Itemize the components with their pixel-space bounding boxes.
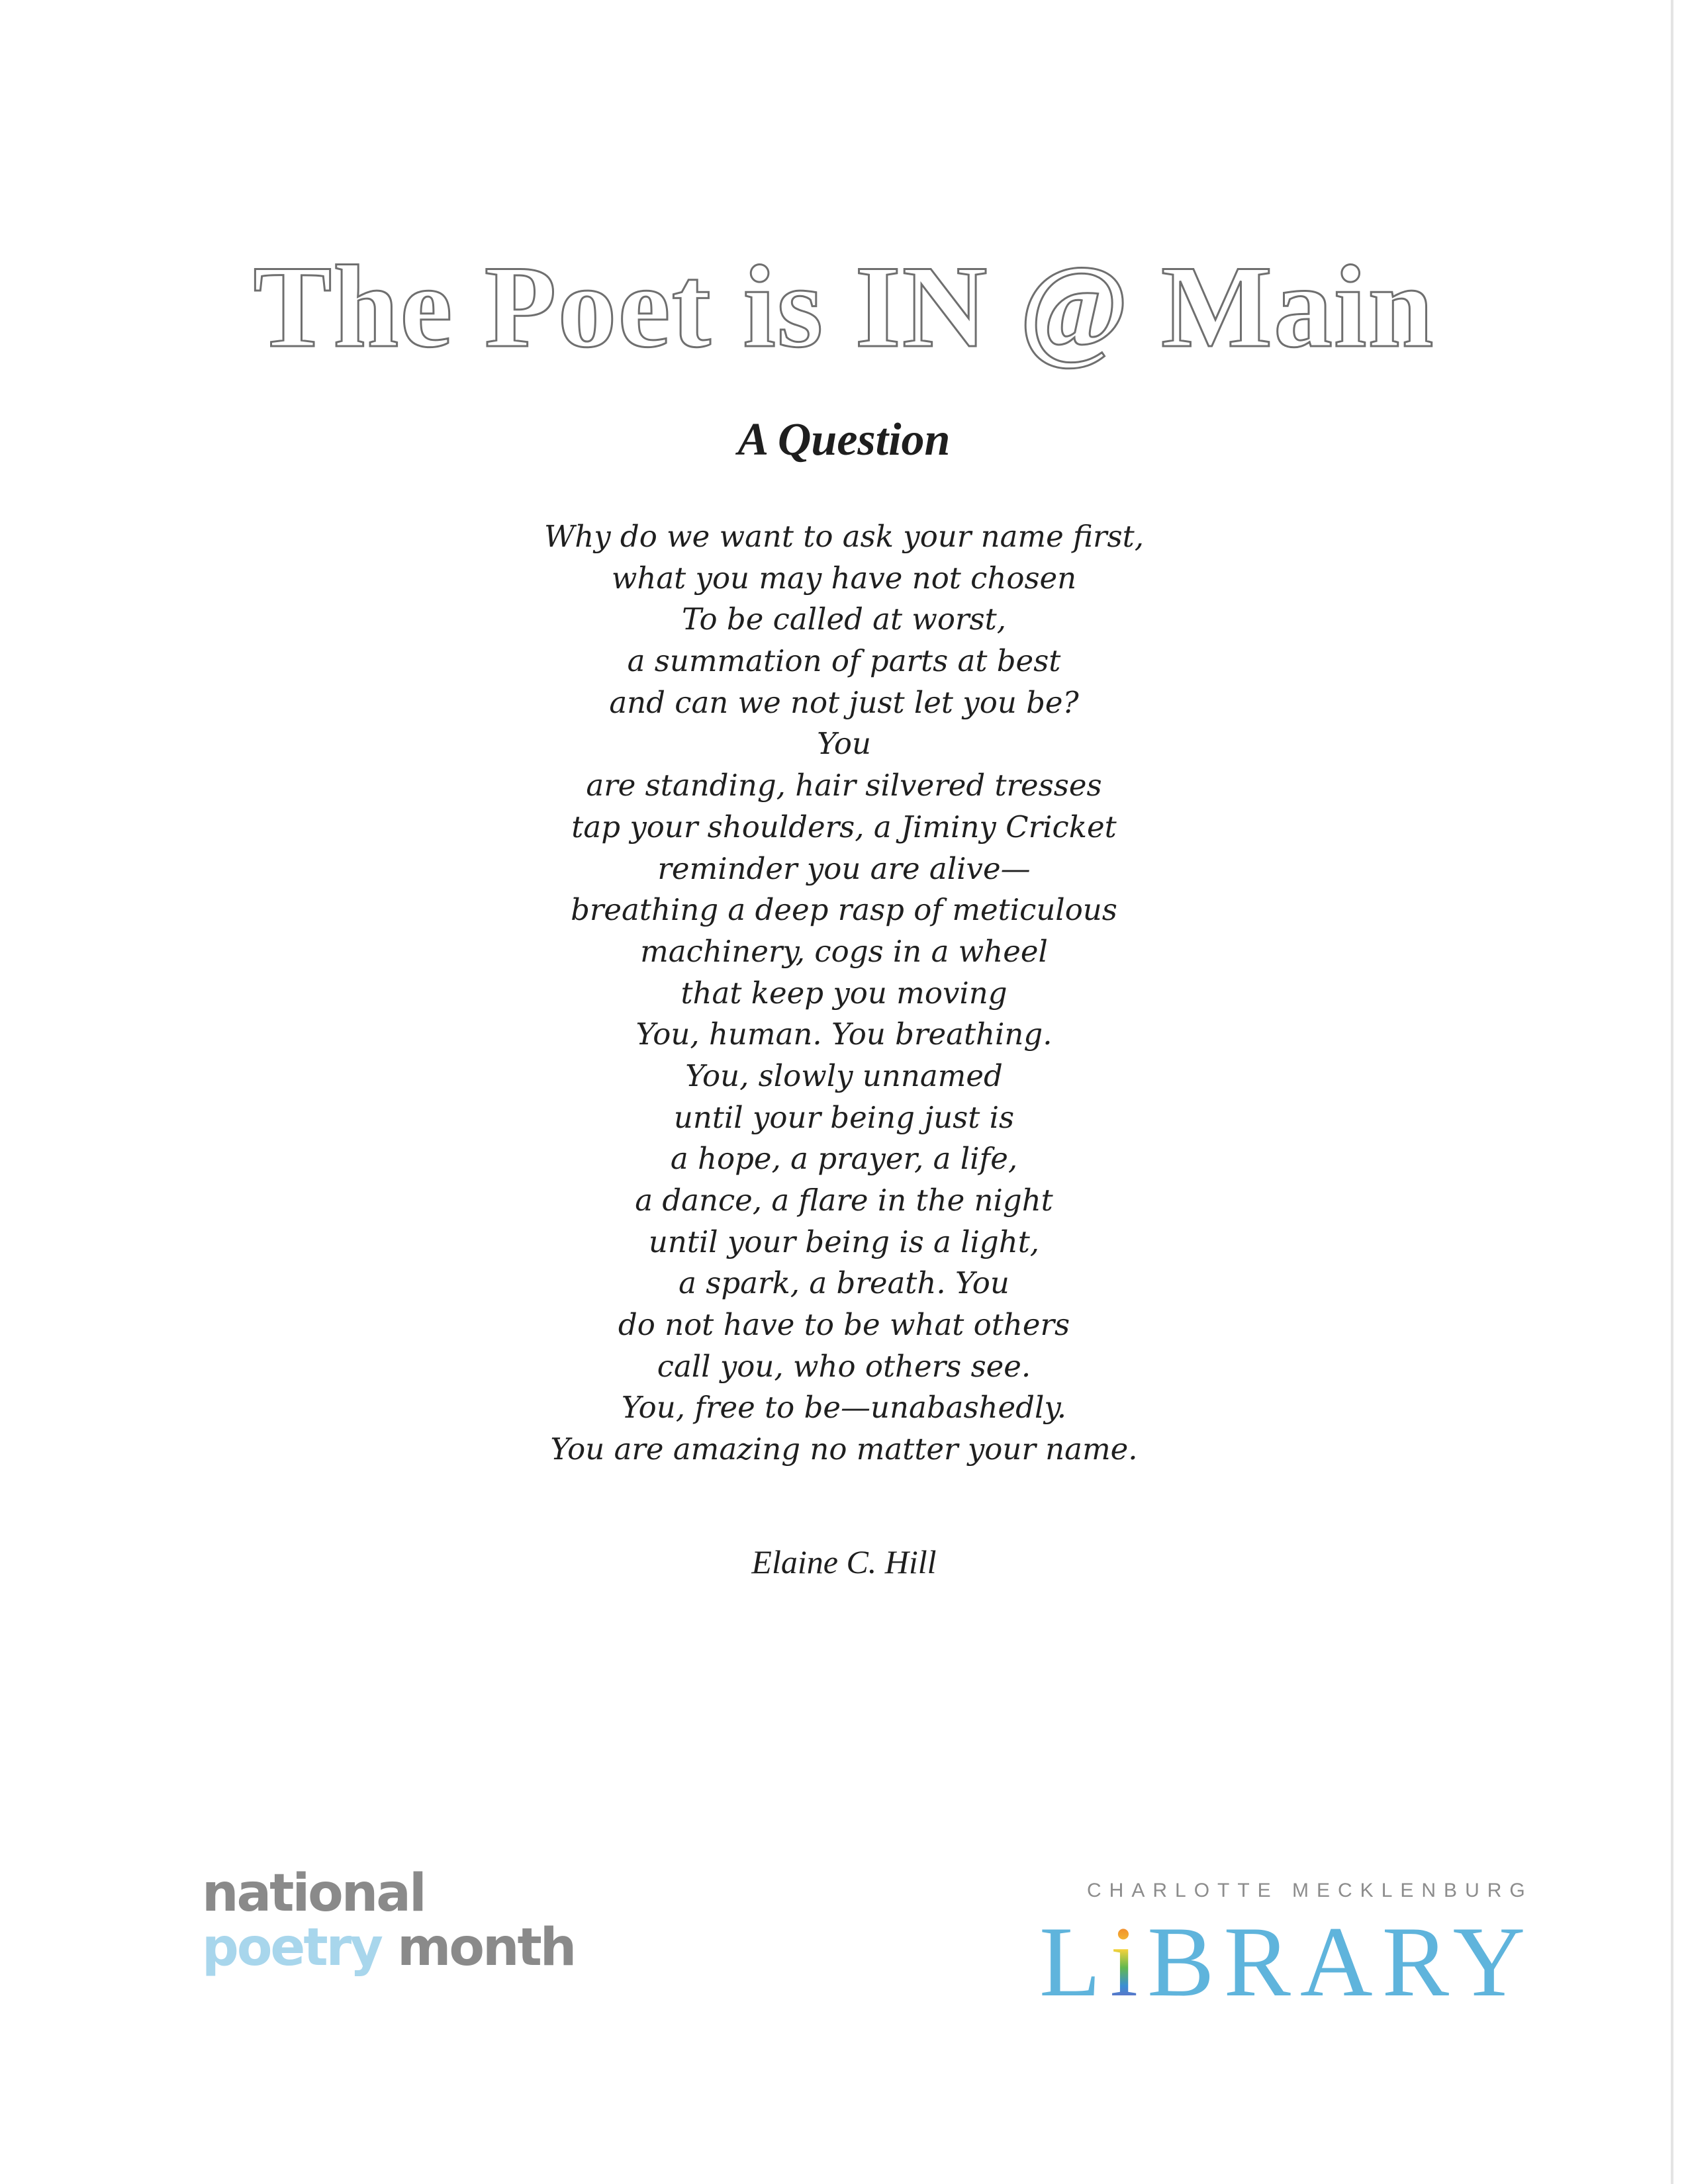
poem-line: do not have to be what others	[618, 1307, 1070, 1343]
poem-line: call you, who others see.	[657, 1348, 1031, 1384]
poem-line: reminder you are alive—	[657, 850, 1031, 886]
poem-line: until your being is a light,	[648, 1224, 1040, 1259]
library-logo-letter-l: L	[1039, 1906, 1110, 2017]
poem-line: that keep you moving	[680, 975, 1008, 1011]
poem-line: You, human. You breathing.	[635, 1017, 1053, 1052]
poem-line: machinery, cogs in a wheel	[640, 933, 1048, 969]
poem-line: You are amazing no matter your name.	[550, 1432, 1138, 1467]
poem-line: and can we not just let you be?	[609, 684, 1079, 720]
poem-line: a summation of parts at best	[627, 643, 1061, 679]
page-title: The Poet is IN @ Main	[253, 241, 1435, 373]
poem-line: Why do we want to ask your name first,	[543, 519, 1145, 554]
poem-line: You, free to be—unabashedly.	[621, 1390, 1067, 1426]
npm-logo-poetry: poetry	[202, 1918, 381, 1978]
library-logo-kicker: CHARLOTTE MECKLENBURG	[1087, 1880, 1533, 1901]
poem-line: breathing a deep rasp of meticulous	[571, 892, 1117, 928]
national-poetry-month-logo	[202, 1864, 575, 1978]
poem-body	[0, 516, 1688, 1471]
poem-line: what you may have not chosen	[611, 560, 1077, 596]
poem-line: tap your shoulders, a Jiminy Cricket	[571, 809, 1117, 844]
library-logo-wordmark	[1039, 1906, 1556, 2017]
library-logo-letter-i: i	[1109, 1906, 1148, 2017]
npm-logo-national: national	[202, 1864, 425, 1923]
poem-line: a spark, a breath. You	[679, 1265, 1009, 1301]
poem-line: until your being just is	[673, 1099, 1015, 1135]
poem-line: You	[817, 726, 871, 762]
poem-title: A Question	[737, 414, 951, 466]
poem-line: a dance, a flare in the night	[635, 1183, 1053, 1218]
poem-line: are standing, hair silvered tresses	[586, 768, 1102, 803]
npm-logo-month: month	[397, 1918, 575, 1978]
poem-line: To be called at worst,	[681, 602, 1007, 637]
poem-line: a hope, a prayer, a life,	[670, 1141, 1018, 1177]
library-logo-letters-rest: BRARY	[1147, 1906, 1535, 2017]
poem-line: You, slowly unnamed	[685, 1058, 1003, 1093]
poem-author: Elaine C. Hill	[751, 1543, 937, 1580]
charlotte-mecklenburg-library-logo	[1039, 1880, 1556, 2017]
